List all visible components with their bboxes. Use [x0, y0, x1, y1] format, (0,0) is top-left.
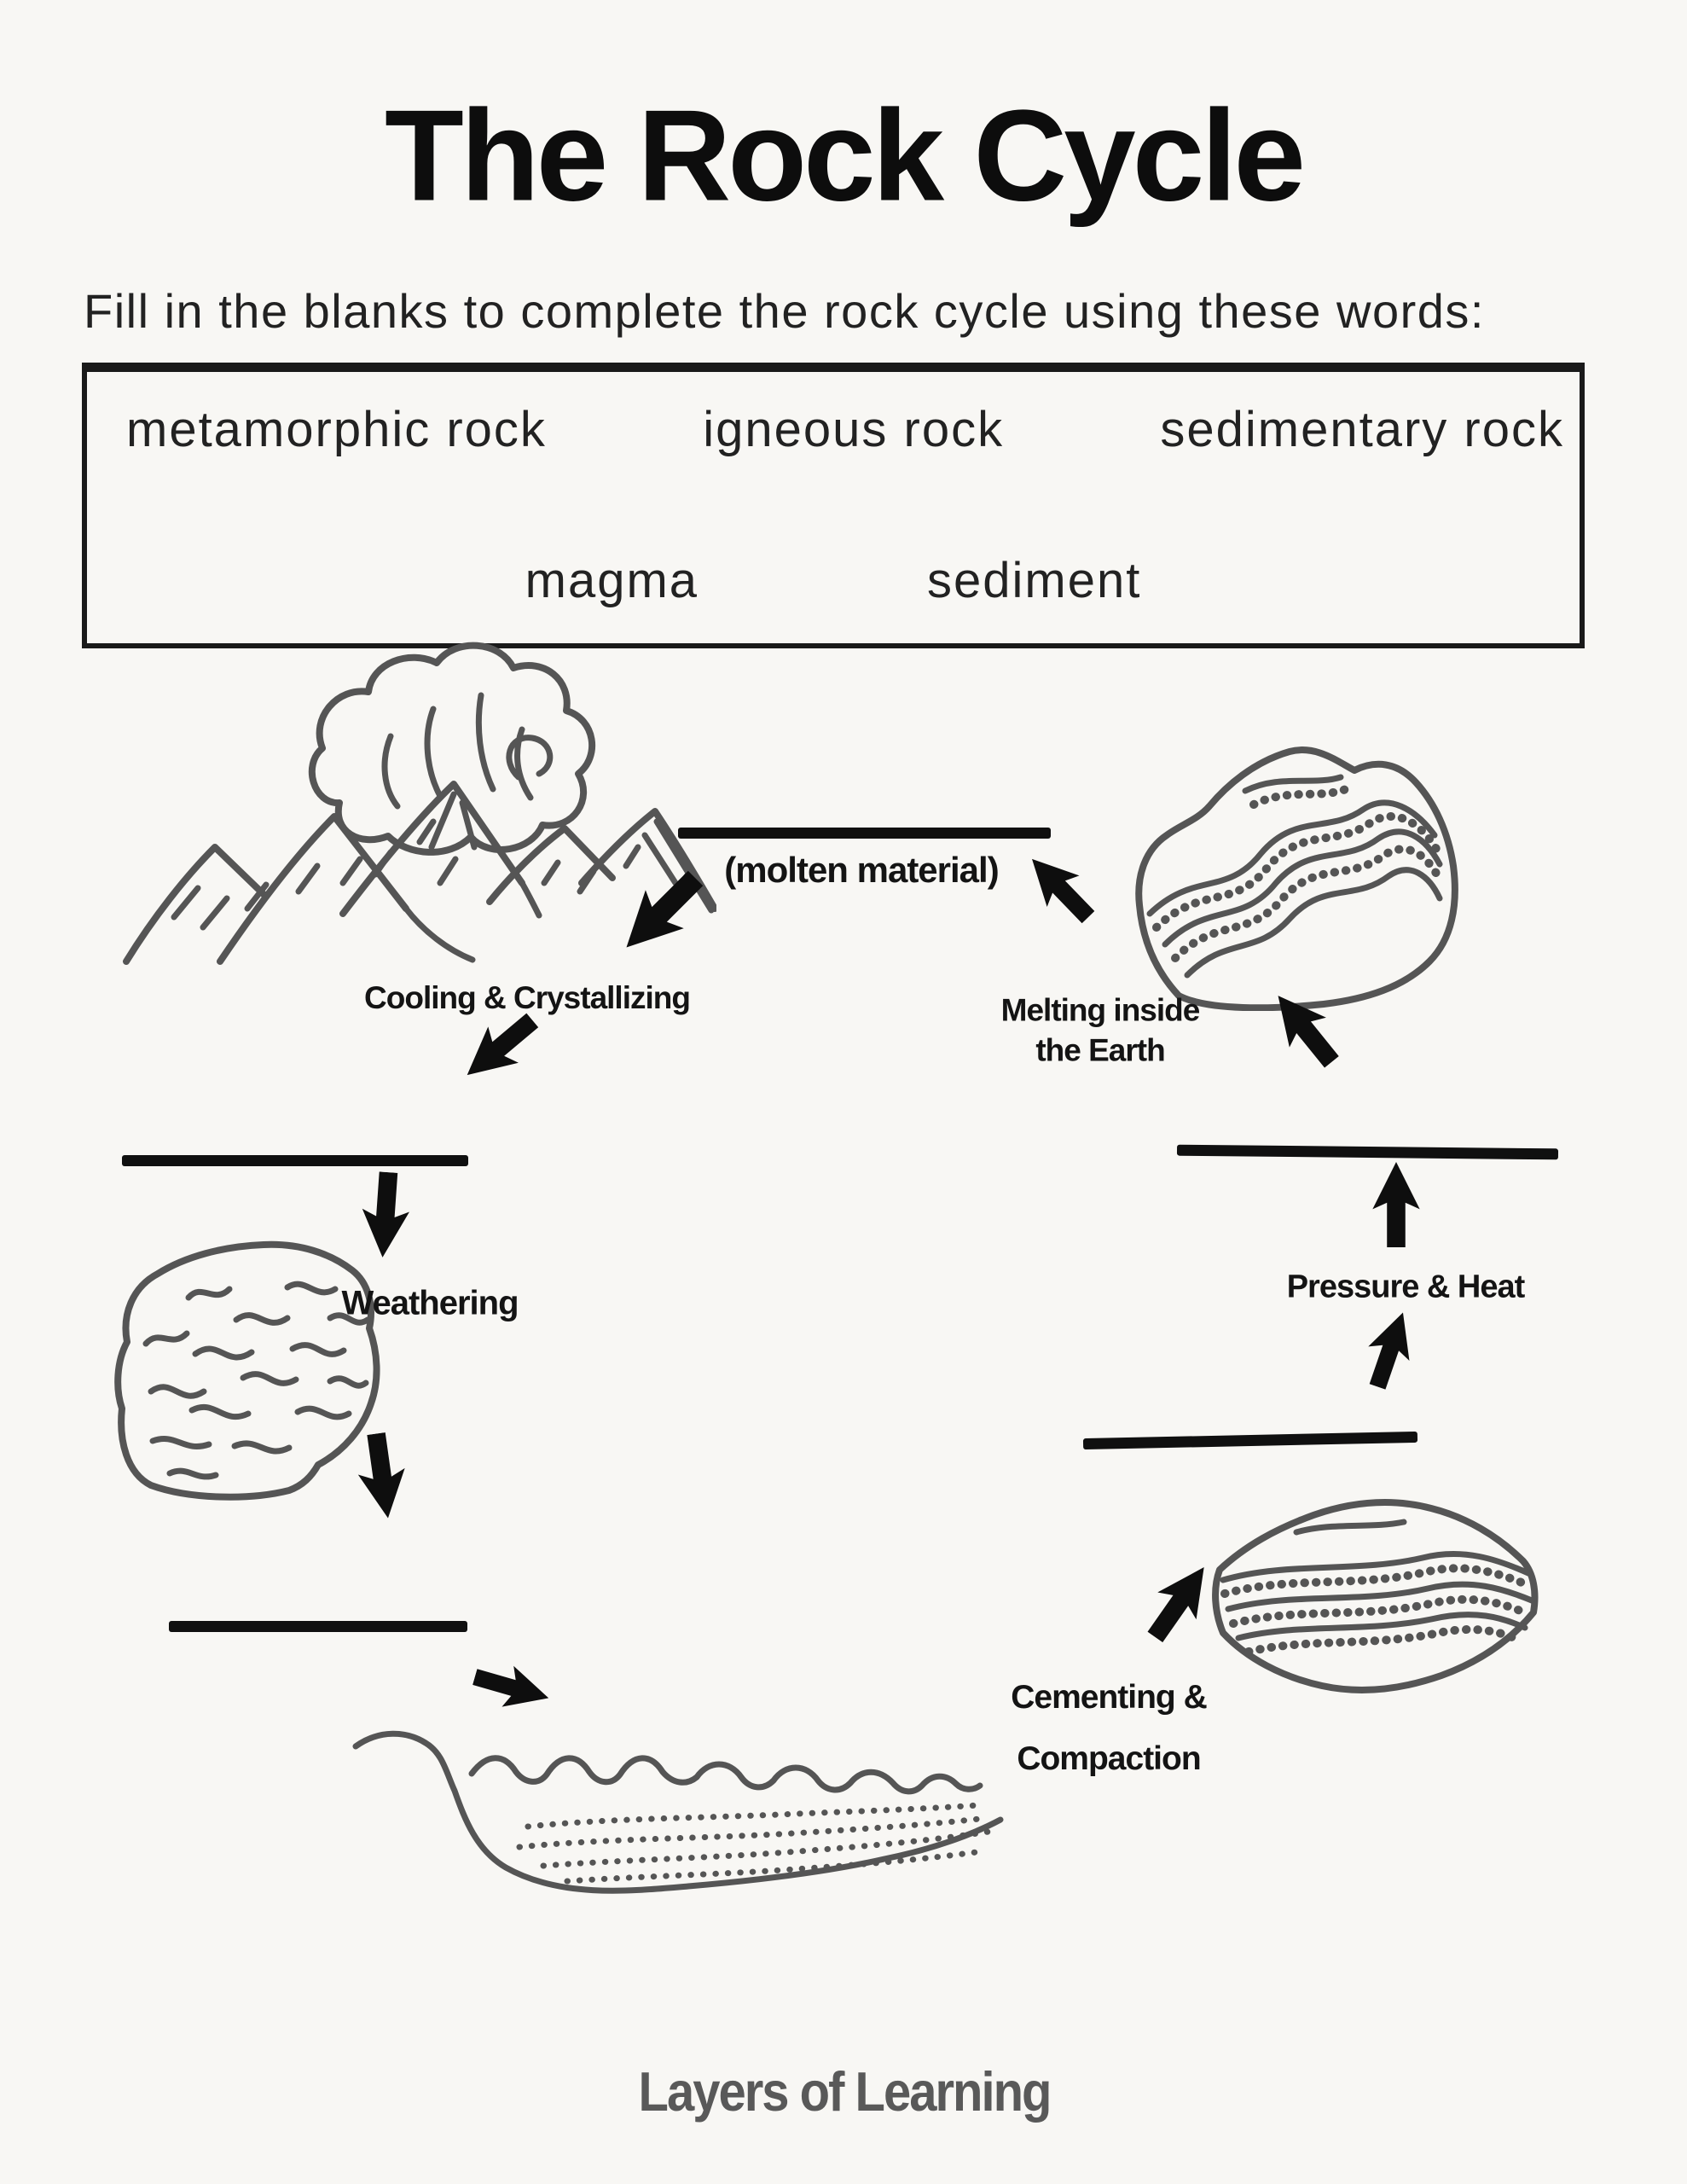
- sedimentary-rock-illustration: [1194, 1491, 1548, 1700]
- sediment-deposit-illustration: [345, 1692, 1028, 1905]
- word-bank-item-sediment: sediment: [927, 553, 1142, 608]
- word-bank-item-metamorphic-rock: metamorphic rock: [126, 402, 547, 457]
- fill-in-blank-line-bottom-right: [1083, 1432, 1417, 1449]
- arrow-rock-to-sediment-down-icon: [351, 1430, 413, 1521]
- arrow-melting-upleft-icon: [1015, 842, 1105, 933]
- fill-in-blank-line-left: [122, 1155, 468, 1166]
- metamorphic-rock-illustration: [1126, 738, 1467, 1011]
- word-bank-row-1: [87, 401, 1580, 458]
- footer-brand: Layers of Learning: [638, 2060, 1051, 2123]
- cementing-label-line1: Cementing &: [1011, 1678, 1207, 1716]
- word-bank-row-2: [87, 552, 1580, 609]
- cooling-crystallizing-label: Cooling & Crystallizing: [364, 980, 690, 1015]
- melting-label-line1: Melting inside: [1000, 992, 1200, 1028]
- word-bank-item-sedimentary-rock: sedimentary rock: [1160, 402, 1564, 457]
- cementing-label-line2: Compaction: [1017, 1740, 1201, 1777]
- pressure-heat-label: Pressure & Heat: [1286, 1269, 1525, 1305]
- arrow-pressure-up-icon: [1355, 1305, 1424, 1395]
- cementing-compaction-label: [1011, 1667, 1207, 1790]
- word-bank-item-igneous-rock: igneous rock: [703, 402, 1005, 457]
- molten-material-note: (molten material): [724, 850, 999, 890]
- melting-label-line2: the Earth: [1035, 1032, 1165, 1067]
- arrow-to-metamorphic-up-icon: [1371, 1162, 1422, 1247]
- word-bank-box: [82, 363, 1585, 648]
- instruction-text: Fill in the blanks to complete the rock cycle using these words:: [84, 284, 1485, 338]
- weathering-label: Weathering: [341, 1284, 519, 1322]
- fill-in-blank-line-top: [678, 828, 1051, 839]
- page-title: The Rock Cycle: [385, 83, 1302, 229]
- melting-inside-earth-label: [1001, 990, 1200, 1070]
- fill-in-blank-line-right: [1177, 1145, 1558, 1160]
- arrow-igneous-down-icon: [357, 1170, 414, 1259]
- fill-in-blank-line-bottom-left: [169, 1621, 467, 1632]
- word-bank-item-magma: magma: [525, 553, 699, 608]
